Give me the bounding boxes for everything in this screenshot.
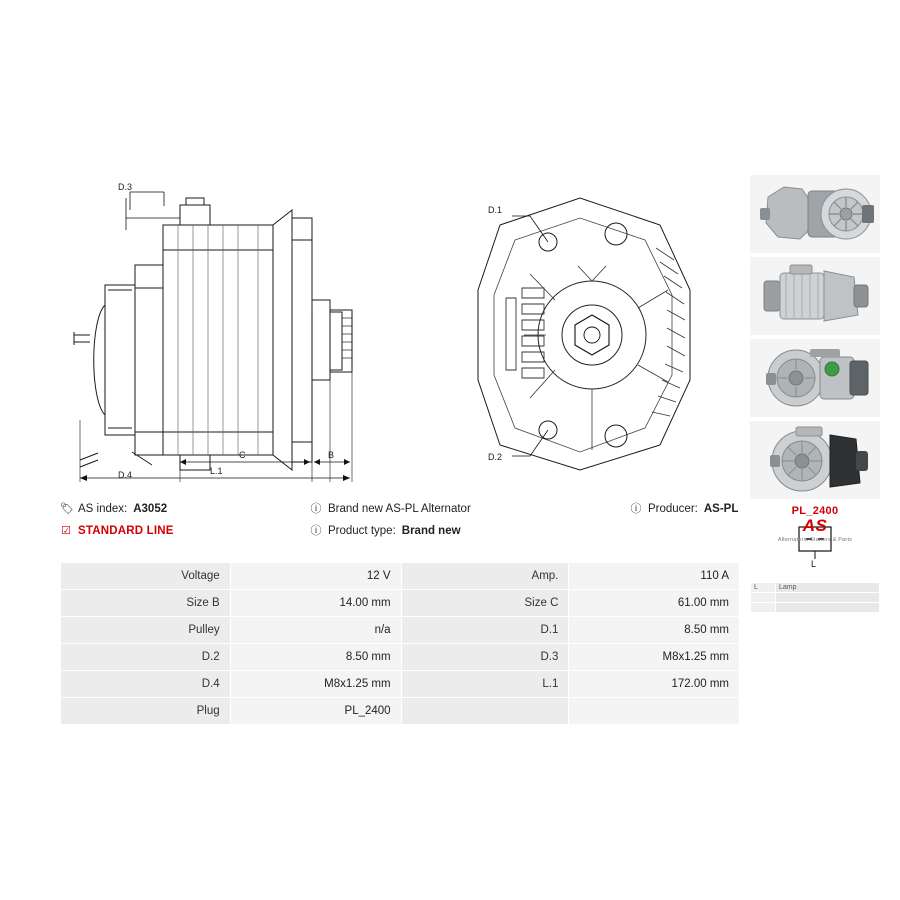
plug-pin-key: L xyxy=(751,583,776,593)
producer xyxy=(630,503,740,515)
spec-label: Plug xyxy=(61,698,231,725)
spec-value: 172.00 mm xyxy=(569,671,740,698)
label-d4: D.4 xyxy=(118,470,133,480)
spec-label-empty xyxy=(401,698,569,725)
spec-value: 12 V xyxy=(230,563,401,590)
spec-value: 110 A xyxy=(569,563,740,590)
table-row xyxy=(61,563,740,590)
product-description xyxy=(310,503,630,515)
info-row-1 xyxy=(60,503,740,525)
aspl-logo-mark: AS xyxy=(802,516,828,535)
plug-pin-value xyxy=(776,603,880,613)
spec-label: D.2 xyxy=(61,644,231,671)
table-row xyxy=(61,590,740,617)
spec-value: 14.00 mm xyxy=(230,590,401,617)
product-type xyxy=(310,525,630,537)
plug-code: PL_2400 xyxy=(791,505,839,517)
spec-label: D.4 xyxy=(61,671,231,698)
as-index-value: A3052 xyxy=(133,503,168,515)
spec-value-empty xyxy=(569,698,740,725)
info-icon: ⓘ xyxy=(630,503,642,515)
product-type-value: Brand new xyxy=(401,525,461,537)
table-row xyxy=(61,698,740,725)
product-photo-2[interactable] xyxy=(750,257,880,335)
as-index xyxy=(60,503,310,515)
label-d2: D.2 xyxy=(488,452,503,462)
aspl-logo xyxy=(750,516,880,543)
producer-label: Producer: xyxy=(648,503,698,515)
plug-pin-row xyxy=(751,603,880,613)
specifications-table xyxy=(60,562,740,725)
product-type-label: Product type: xyxy=(328,525,396,537)
spec-value: 61.00 mm xyxy=(569,590,740,617)
label-b: B xyxy=(328,450,335,460)
plug-pin-label: L xyxy=(811,559,817,569)
spec-value: PL_2400 xyxy=(230,698,401,725)
label-l1: L.1 xyxy=(210,466,223,476)
aspl-logo-tagline: Alternators, Starters & Parts xyxy=(777,537,853,543)
info-row-2 xyxy=(60,525,740,547)
spec-label: D.1 xyxy=(401,617,569,644)
label-c: C xyxy=(239,450,246,460)
spec-label: D.3 xyxy=(401,644,569,671)
table-row xyxy=(61,671,740,698)
product-photo-3[interactable] xyxy=(750,339,880,417)
spec-value: 8.50 mm xyxy=(569,617,740,644)
plug-pin-row xyxy=(751,583,880,593)
spec-label: Amp. xyxy=(401,563,569,590)
plug-pin-key xyxy=(751,593,776,603)
standard-line-label: STANDARD LINE xyxy=(78,525,174,537)
spec-value: M8x1.25 mm xyxy=(230,671,401,698)
alternator-drawings-svg xyxy=(60,170,740,490)
spec-value: n/a xyxy=(230,617,401,644)
spec-label: Voltage xyxy=(61,563,231,590)
spec-value: 8.50 mm xyxy=(230,644,401,671)
technical-drawings xyxy=(60,170,740,490)
spec-value: M8x1.25 mm xyxy=(569,644,740,671)
plug-pin-value xyxy=(776,593,880,603)
info-icon: ⓘ xyxy=(310,525,322,537)
plug-pin-value: Lamp xyxy=(776,583,880,593)
product-photo-4[interactable] xyxy=(750,421,880,499)
producer-value: AS-PL xyxy=(703,503,739,515)
table-row xyxy=(61,644,740,671)
product-photo-strip xyxy=(750,175,880,613)
table-row xyxy=(61,617,740,644)
info-icon: ⓘ xyxy=(310,503,322,515)
tag-icon: 🏷 xyxy=(60,503,74,515)
spec-label: L.1 xyxy=(401,671,569,698)
check-box-icon: ☑ xyxy=(61,525,71,537)
spec-label: Size C xyxy=(401,590,569,617)
spec-label: Pulley xyxy=(61,617,231,644)
product-info xyxy=(60,503,740,547)
spec-label: Size B xyxy=(61,590,231,617)
as-index-label: AS index: xyxy=(78,503,128,515)
label-d3: D.3 xyxy=(118,182,133,192)
plug-pin-table xyxy=(750,582,880,613)
product-description-text: Brand new AS-PL Alternator xyxy=(328,503,471,515)
product-photo-1[interactable] xyxy=(750,175,880,253)
plug-pin-row xyxy=(751,593,880,603)
plug-pin-key xyxy=(751,603,776,613)
standard-line-badge xyxy=(60,525,310,537)
label-d1: D.1 xyxy=(488,205,503,215)
